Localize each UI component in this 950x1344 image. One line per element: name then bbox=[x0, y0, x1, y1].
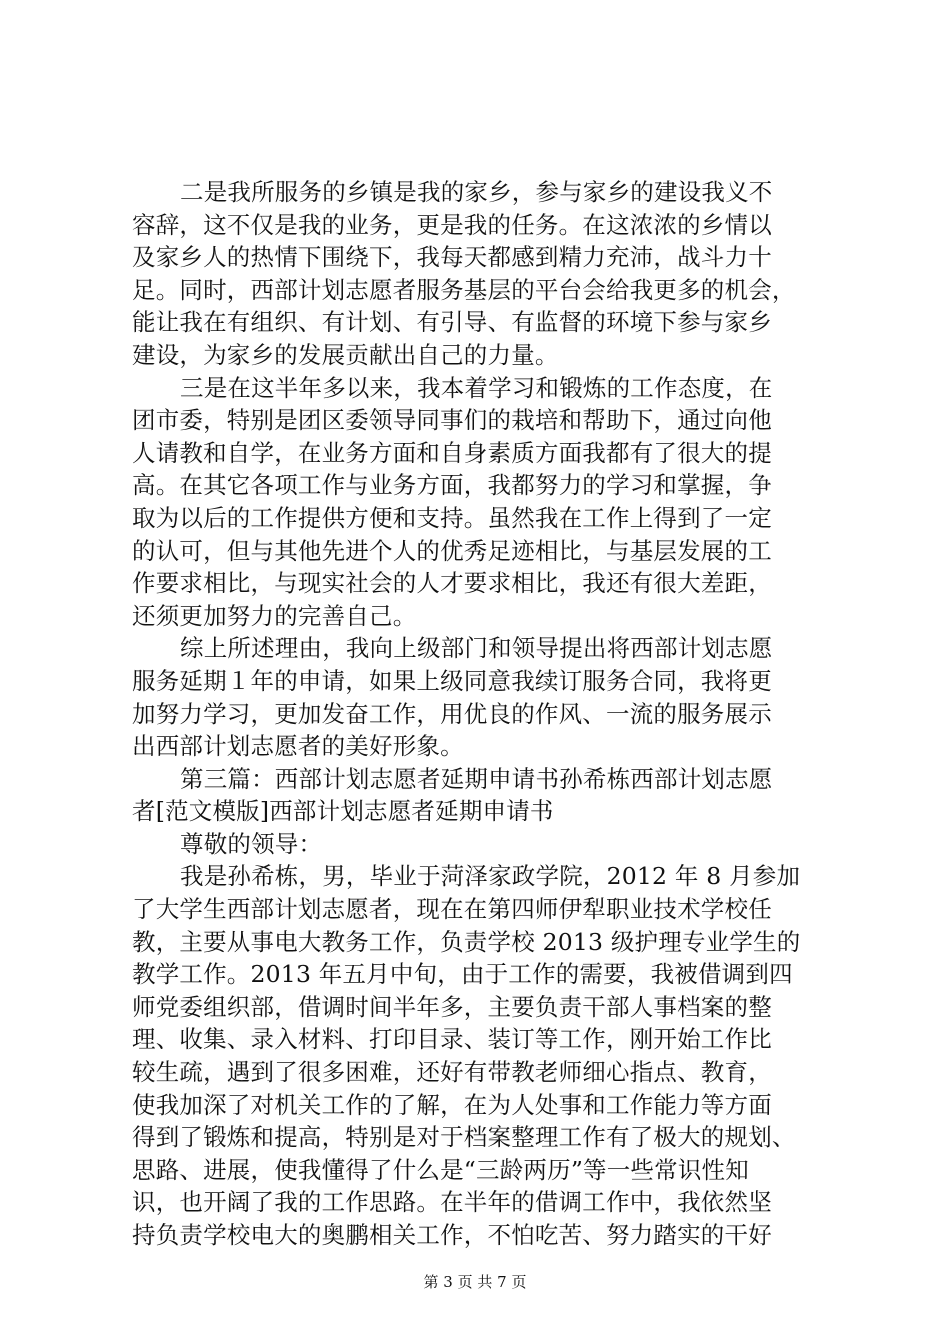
paragraph-line: 使我加深了对机关工作的了解，在为人处事和工作能力等方面 bbox=[132, 1090, 772, 1119]
paragraph-line: 作要求相比，与现实社会的人才要求相比，我还有很大差距， bbox=[132, 569, 772, 598]
salutation: 尊敬的领导： bbox=[180, 829, 323, 858]
paragraph-line: 及家乡人的热情下围绕下，我每天都感到精力充沛，战斗力十 bbox=[132, 243, 772, 272]
paragraph-line: 教学工作。2013 年五月中旬，由于工作的需要，我被借调到四 bbox=[132, 960, 793, 989]
paragraph-line: 综上所述理由，我向上级部门和领导提出将西部计划志愿 bbox=[180, 634, 773, 663]
paragraph-line: 我是孙希栋，男，毕业于菏泽家政学院，2012 年 8 月参加 bbox=[180, 862, 801, 891]
paragraph-line: 能让我在有组织、有计划、有引导、有监督的环境下参与家乡 bbox=[132, 308, 772, 337]
paragraph-line: 理、收集、录入材料、打印目录、装订等工作，刚开始工作比 bbox=[132, 1025, 772, 1054]
paragraph-line: 服务延期１年的申请，如果上级同意我续订服务合同，我将更 bbox=[132, 666, 772, 695]
paragraph-line: 二是我所服务的乡镇是我的家乡，参与家乡的建设我义不 bbox=[180, 178, 773, 206]
paragraph-line: 教，主要从事电大教务工作，负责学校 2013 级护理专业学生的 bbox=[132, 927, 801, 956]
document-body bbox=[132, 176, 837, 1252]
paragraph-line: 足。同时，西部计划志愿者服务基层的平台会给我更多的机会， bbox=[132, 275, 796, 304]
paragraph-line: 较生疏，遇到了很多困难，还好有带教老师细心指点、教育， bbox=[132, 1058, 772, 1087]
paragraph-line: 取为以后的工作提供方便和支持。虽然我在工作上得到了一定 bbox=[132, 503, 772, 532]
paragraph-line: 建设，为家乡的发展贡献出自己的力量。 bbox=[132, 340, 559, 369]
paragraph-line: 还须更加努力的完善自己。 bbox=[132, 601, 417, 630]
paragraph-line: 的认可，但与其他先进个人的优秀足迹相比，与基层发展的工 bbox=[132, 536, 772, 565]
page-number-footer: 第 3 页 共 7 页 bbox=[423, 1273, 527, 1291]
paragraph-line: 出西部计划志愿者的美好形象。 bbox=[132, 732, 464, 761]
paragraph-line: 师党委组织部，借调时间半年多，主要负责干部人事档案的整 bbox=[132, 992, 772, 1021]
paragraph-line: 高。在其它各项工作与业务方面，我都努力的学习和掌握，争 bbox=[132, 471, 772, 500]
paragraph-line: 加努力学习，更加发奋工作，用优良的作风、一流的服务展示 bbox=[132, 699, 772, 728]
paragraph-line: 了大学生西部计划志愿者，现在在第四师伊犁职业技术学校任 bbox=[132, 895, 772, 924]
paragraph-line: 团市委，特别是团区委领导同事们的栽培和帮助下，通过向他 bbox=[132, 406, 772, 435]
paragraph-line: 得到了锻炼和提高，特别是对于档案整理工作有了极大的规划、 bbox=[132, 1123, 796, 1152]
paragraph-line: 三是在这半年多以来，我本着学习和锻炼的工作态度，在 bbox=[180, 373, 773, 402]
paragraph-line: 思路、进展，使我懂得了什么是“三龄两历”等一些常识性知 bbox=[132, 1155, 749, 1184]
section-heading-line: 第三篇：西部计划志愿者延期申请书孙希栋西部计划志愿 bbox=[180, 764, 773, 793]
paragraph-line: 持负责学校电大的奥鹏相关工作，不怕吃苦、努力踏实的干好 bbox=[132, 1221, 772, 1249]
paragraph-line: 人请教和自学，在业务方面和自身素质方面我都有了很大的提 bbox=[132, 438, 772, 467]
section-heading-line: 者[范文模版]西部计划志愿者延期申请书 bbox=[132, 797, 554, 826]
paragraph-line: 识，也开阔了我的工作思路。在半年的借调工作中，我依然坚 bbox=[132, 1188, 772, 1217]
paragraph-line: 容辞，这不仅是我的业务，更是我的任务。在这浓浓的乡情以 bbox=[132, 210, 772, 239]
